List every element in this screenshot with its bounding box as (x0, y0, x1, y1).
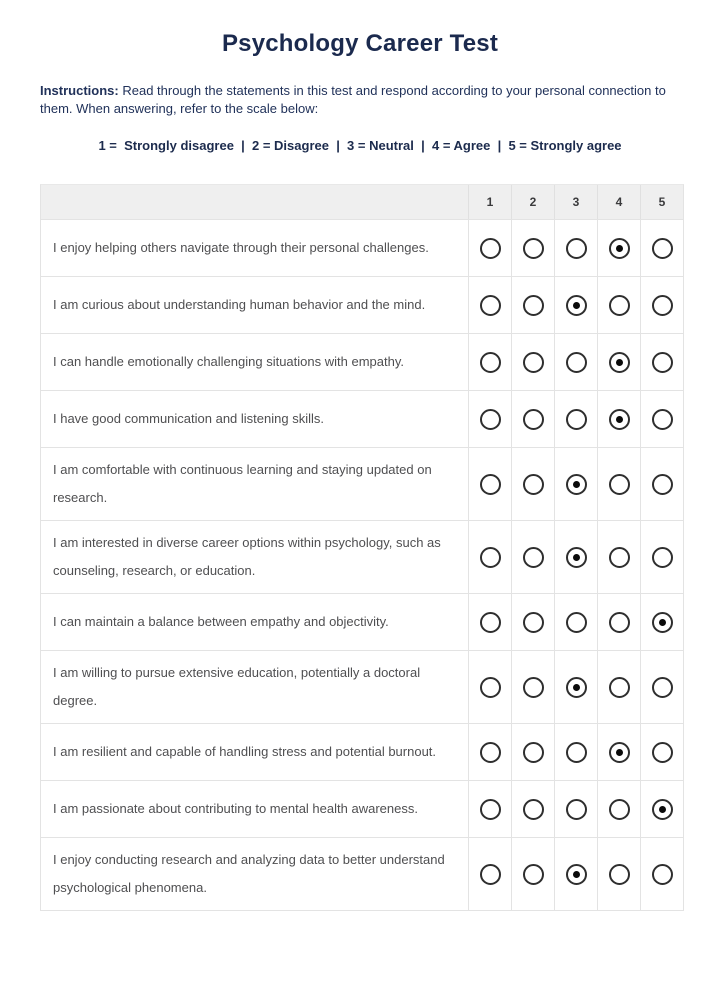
radio-dot (487, 245, 494, 252)
radio-dot (487, 619, 494, 626)
statement-text: I have good communication and listening skills. (53, 411, 324, 426)
radio-unselected[interactable] (566, 612, 587, 633)
radio-unselected[interactable] (609, 799, 630, 820)
radio-dot (487, 684, 494, 691)
radio-cell-row9-col4[interactable] (597, 724, 640, 780)
radio-cell-row7-col1[interactable] (468, 594, 511, 650)
radio-unselected[interactable] (652, 864, 673, 885)
table-row (41, 390, 683, 447)
radio-dot (616, 749, 623, 756)
radio-cell-row4-col4[interactable] (597, 391, 640, 447)
radio-selected[interactable] (652, 612, 673, 633)
radio-cell-row10-col2[interactable] (511, 781, 554, 837)
radio-cell-row8-col4[interactable] (597, 651, 640, 723)
header-col-1: 1 (468, 185, 511, 219)
statement-text: I am comfortable with continuous learning and staying updated on research. (53, 462, 432, 505)
radio-dot (616, 302, 623, 309)
statement-text: I am resilient and capable of handling stress and potential burnout. (53, 744, 437, 759)
radio-cell-row6-col3[interactable] (554, 521, 597, 593)
radio-cell-row11-col5[interactable] (640, 838, 683, 910)
statement-text: I enjoy conducting research and analyzing data to better understand psychological phenomena. (53, 852, 445, 895)
radio-unselected[interactable] (609, 547, 630, 568)
statement-text: I am curious about understanding human behavior and the mind. (53, 297, 426, 312)
radio-dot (573, 871, 580, 878)
table-row (41, 593, 683, 650)
radio-dot (530, 481, 537, 488)
radio-cell-row9-col2[interactable] (511, 724, 554, 780)
radio-dot (659, 554, 666, 561)
radio-selected[interactable] (652, 799, 673, 820)
radio-cell-row2-col5[interactable] (640, 277, 683, 333)
radio-dot (659, 806, 666, 813)
radio-cell-row6-col4[interactable] (597, 521, 640, 593)
table-row (41, 219, 683, 276)
radio-unselected[interactable] (652, 677, 673, 698)
radio-dot (616, 554, 623, 561)
radio-dot (659, 481, 666, 488)
radio-dot (616, 684, 623, 691)
radio-selected[interactable] (566, 864, 587, 885)
radio-cell-row7-col2[interactable] (511, 594, 554, 650)
radio-dot (487, 302, 494, 309)
radio-dot (573, 481, 580, 488)
radio-unselected[interactable] (523, 295, 544, 316)
radio-selected[interactable] (609, 352, 630, 373)
radio-selected[interactable] (609, 409, 630, 430)
table-row (41, 723, 683, 780)
radio-unselected[interactable] (566, 409, 587, 430)
radio-selected[interactable] (566, 547, 587, 568)
radio-unselected[interactable] (523, 547, 544, 568)
instructions-label: Instructions: (40, 83, 119, 98)
radio-cell-row5-col4[interactable] (597, 448, 640, 520)
radio-unselected[interactable] (480, 677, 501, 698)
radio-cell-row3-col5[interactable] (640, 334, 683, 390)
radio-unselected[interactable] (480, 742, 501, 763)
radio-unselected[interactable] (480, 238, 501, 259)
radio-dot (573, 749, 580, 756)
radio-cell-row4-col5[interactable] (640, 391, 683, 447)
radio-unselected[interactable] (480, 295, 501, 316)
radio-unselected[interactable] (480, 409, 501, 430)
radio-unselected[interactable] (480, 474, 501, 495)
radio-cell-row10-col1[interactable] (468, 781, 511, 837)
radio-dot (530, 684, 537, 691)
instructions-text: Read through the statements in this test and respond according to your personal connection to them. When answering, refer to the scale below: (40, 83, 666, 116)
table-row (41, 780, 683, 837)
radio-dot (530, 416, 537, 423)
radio-cell-row3-col4[interactable] (597, 334, 640, 390)
header-statement-cell (41, 185, 468, 219)
table-row (41, 837, 683, 910)
radio-unselected[interactable] (609, 864, 630, 885)
radio-cell-row3-col1[interactable] (468, 334, 511, 390)
radio-cell-row7-col3[interactable] (554, 594, 597, 650)
radio-cell-row5-col2[interactable] (511, 448, 554, 520)
radio-unselected[interactable] (523, 612, 544, 633)
radio-unselected[interactable] (566, 238, 587, 259)
scale-legend: 1 = Strongly disagree | 2 = Disagree | 3 = Neutral | 4 = Agree | 5 = Strongly agree (98, 138, 622, 153)
radio-dot (487, 749, 494, 756)
radio-dot (530, 245, 537, 252)
radio-cell-row10-col5[interactable] (640, 781, 683, 837)
radio-unselected[interactable] (523, 352, 544, 373)
radio-unselected[interactable] (652, 238, 673, 259)
radio-cell-row8-col2[interactable] (511, 651, 554, 723)
radio-unselected[interactable] (566, 799, 587, 820)
radio-dot (487, 806, 494, 813)
radio-unselected[interactable] (652, 409, 673, 430)
radio-cell-row4-col2[interactable] (511, 391, 554, 447)
table-header-row (41, 185, 683, 219)
radio-selected[interactable] (566, 295, 587, 316)
radio-dot (573, 806, 580, 813)
radio-unselected[interactable] (566, 742, 587, 763)
radio-unselected[interactable] (480, 612, 501, 633)
table-row (41, 650, 683, 723)
radio-dot (616, 871, 623, 878)
instructions (40, 82, 680, 117)
radio-dot (530, 749, 537, 756)
radio-dot (530, 619, 537, 626)
radio-cell-row4-col3[interactable] (554, 391, 597, 447)
radio-cell-row1-col1[interactable] (468, 220, 511, 276)
radio-dot (659, 302, 666, 309)
radio-unselected[interactable] (652, 474, 673, 495)
radio-cell-row5-col3[interactable] (554, 448, 597, 520)
page-title: Psychology Career Test (221, 30, 499, 57)
radio-unselected[interactable] (652, 295, 673, 316)
radio-cell-row8-col1[interactable] (468, 651, 511, 723)
header-col-3: 3 (554, 185, 597, 219)
radio-unselected[interactable] (652, 352, 673, 373)
radio-cell-row2-col1[interactable] (468, 277, 511, 333)
radio-unselected[interactable] (609, 474, 630, 495)
radio-dot (616, 416, 623, 423)
radio-cell-row6-col1[interactable] (468, 521, 511, 593)
table-row (41, 276, 683, 333)
radio-unselected[interactable] (652, 547, 673, 568)
radio-selected[interactable] (566, 677, 587, 698)
radio-cell-row1-col4[interactable] (597, 220, 640, 276)
radio-cell-row2-col4[interactable] (597, 277, 640, 333)
radio-unselected[interactable] (523, 238, 544, 259)
radio-dot (659, 684, 666, 691)
radio-unselected[interactable] (523, 677, 544, 698)
radio-unselected[interactable] (523, 474, 544, 495)
radio-cell-row7-col5[interactable] (640, 594, 683, 650)
radio-cell-row1-col2[interactable] (511, 220, 554, 276)
radio-unselected[interactable] (609, 677, 630, 698)
radio-dot (659, 871, 666, 878)
radio-unselected[interactable] (480, 352, 501, 373)
radio-cell-row9-col1[interactable] (468, 724, 511, 780)
radio-dot (573, 416, 580, 423)
radio-dot (530, 554, 537, 561)
radio-selected[interactable] (609, 742, 630, 763)
radio-cell-row11-col4[interactable] (597, 838, 640, 910)
statement-text: I can handle emotionally challenging situations with empathy. (53, 354, 404, 369)
radio-cell-row11-col3[interactable] (554, 838, 597, 910)
radio-cell-row1-col5[interactable] (640, 220, 683, 276)
statement-text: I am willing to pursue extensive education, potentially a doctoral degree. (53, 665, 421, 708)
radio-unselected[interactable] (609, 612, 630, 633)
table-row (41, 520, 683, 593)
statement-text: I am passionate about contributing to mental health awareness. (53, 801, 418, 816)
table-row (41, 333, 683, 390)
radio-dot (530, 806, 537, 813)
radio-unselected[interactable] (652, 742, 673, 763)
radio-dot (573, 359, 580, 366)
radio-dot (616, 245, 623, 252)
radio-unselected[interactable] (480, 547, 501, 568)
radio-cell-row6-col5[interactable] (640, 521, 683, 593)
radio-dot (573, 684, 580, 691)
radio-dot (659, 749, 666, 756)
radio-dot (573, 554, 580, 561)
radio-cell-row10-col3[interactable] (554, 781, 597, 837)
radio-dot (659, 359, 666, 366)
radio-unselected[interactable] (523, 864, 544, 885)
radio-dot (487, 871, 494, 878)
radio-dot (659, 416, 666, 423)
radio-dot (487, 416, 494, 423)
radio-cell-row7-col4[interactable] (597, 594, 640, 650)
radio-cell-row6-col2[interactable] (511, 521, 554, 593)
radio-dot (530, 302, 537, 309)
radio-cell-row11-col1[interactable] (468, 838, 511, 910)
header-col-4: 4 (597, 185, 640, 219)
radio-cell-row8-col5[interactable] (640, 651, 683, 723)
radio-selected[interactable] (566, 474, 587, 495)
radio-cell-row3-col3[interactable] (554, 334, 597, 390)
radio-dot (573, 302, 580, 309)
radio-unselected[interactable] (609, 295, 630, 316)
radio-cell-row1-col3[interactable] (554, 220, 597, 276)
radio-dot (616, 806, 623, 813)
statement-text: I can maintain a balance between empathy and objectivity. (53, 614, 389, 629)
radio-cell-row5-col5[interactable] (640, 448, 683, 520)
radio-cell-row9-col3[interactable] (554, 724, 597, 780)
radio-unselected[interactable] (480, 864, 501, 885)
radio-cell-row8-col3[interactable] (554, 651, 597, 723)
radio-cell-row3-col2[interactable] (511, 334, 554, 390)
radio-cell-row11-col2[interactable] (511, 838, 554, 910)
radio-dot (530, 871, 537, 878)
radio-dot (616, 481, 623, 488)
table-row (41, 447, 683, 520)
radio-dot (616, 619, 623, 626)
header-col-2: 2 (511, 185, 554, 219)
radio-selected[interactable] (609, 238, 630, 259)
radio-cell-row4-col1[interactable] (468, 391, 511, 447)
radio-unselected[interactable] (523, 742, 544, 763)
radio-cell-row10-col4[interactable] (597, 781, 640, 837)
radio-dot (573, 619, 580, 626)
survey-table (40, 184, 684, 911)
radio-unselected[interactable] (523, 409, 544, 430)
radio-dot (487, 359, 494, 366)
statement-text: I am interested in diverse career options within psychology, such as counseling, research, or education. (53, 535, 441, 578)
radio-cell-row2-col2[interactable] (511, 277, 554, 333)
radio-dot (659, 619, 666, 626)
radio-dot (487, 481, 494, 488)
radio-cell-row9-col5[interactable] (640, 724, 683, 780)
radio-unselected[interactable] (523, 799, 544, 820)
radio-cell-row5-col1[interactable] (468, 448, 511, 520)
radio-cell-row2-col3[interactable] (554, 277, 597, 333)
statement-text: I enjoy helping others navigate through their personal challenges. (53, 240, 429, 255)
radio-unselected[interactable] (566, 352, 587, 373)
radio-dot (530, 359, 537, 366)
header-col-5: 5 (640, 185, 683, 219)
radio-dot (487, 554, 494, 561)
radio-dot (573, 245, 580, 252)
radio-dot (616, 359, 623, 366)
radio-dot (659, 245, 666, 252)
radio-unselected[interactable] (480, 799, 501, 820)
